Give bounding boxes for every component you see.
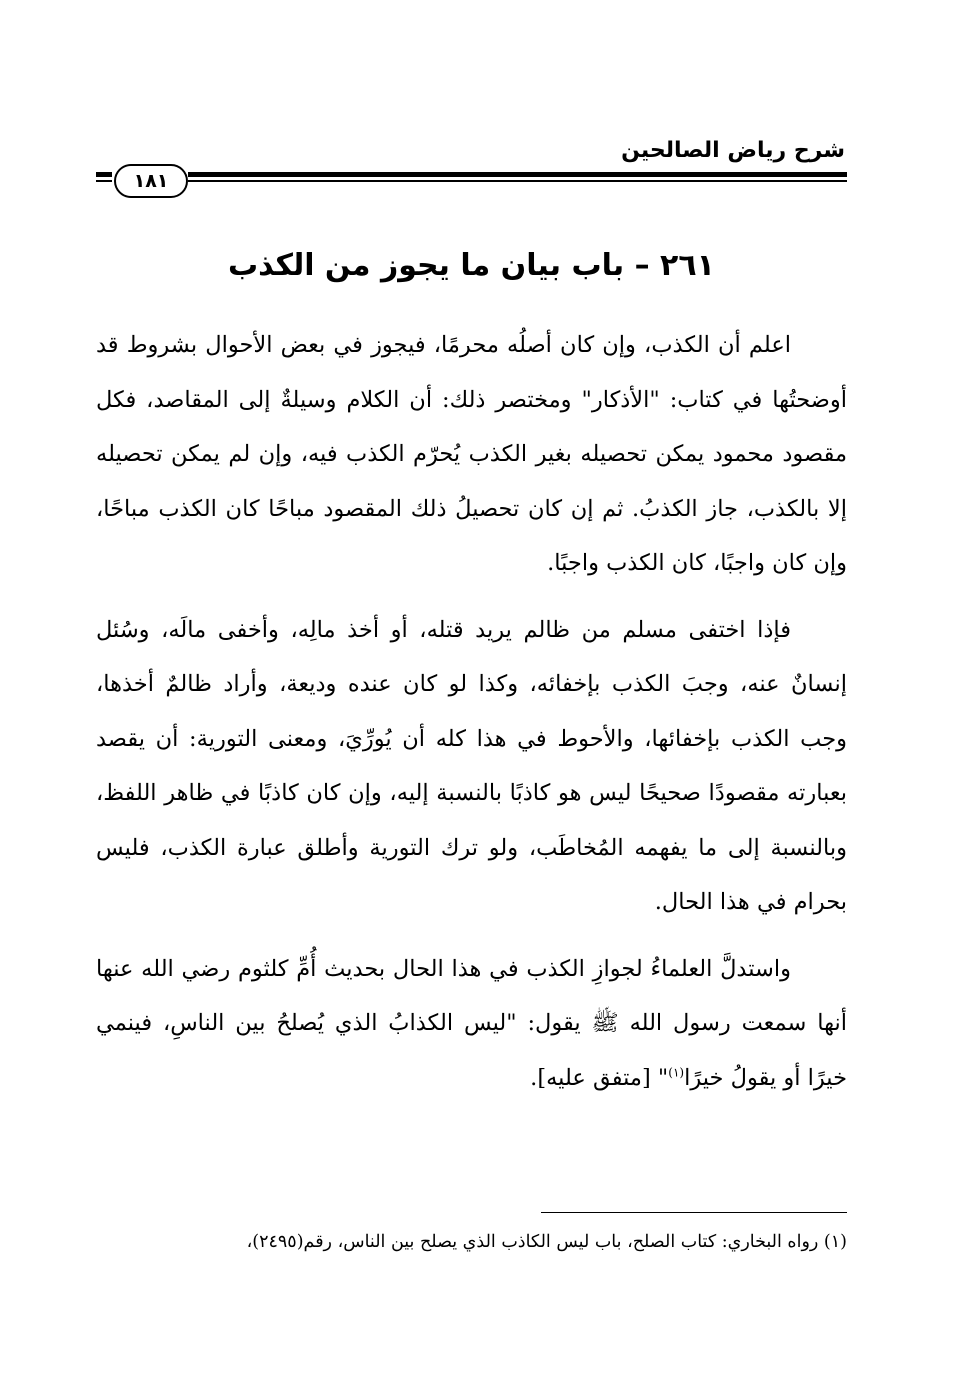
header-rule-thin (188, 180, 847, 182)
header-rule (96, 166, 847, 190)
header-rule-stub (96, 180, 112, 182)
paragraph-3-text: واستدلَّ العلماءُ لجوازِ الكذب في هذا الحال بحديث أُمِّ كلثوم رضي الله عنها أنها سمعت رسول الله ﷺ يقول: "ليس الكذابُ الذي يُصلحُ بين الناسِ، فينمي خيرًا أو يقولُ خيرًا (96, 955, 847, 1091)
footnote: (١) رواه البخاري: كتاب الصلح، باب ليس الكاذب الذي يصلح بين الناس، رقم(٢٤٩٥)، (246, 1232, 847, 1252)
header-rule-stub (96, 172, 112, 177)
body-text (96, 318, 847, 1117)
page-number: ١٨١ (114, 164, 188, 198)
header-rule-thick (188, 172, 847, 177)
paragraph-3-citation: " [متفق عليه]. (530, 1064, 669, 1091)
running-title: شرح رياض الصالحين (621, 138, 845, 163)
chapter-title: ٢٦١ – باب بيان ما يجوز من الكذب (228, 248, 715, 283)
paragraph-2: فإذا اختفى مسلم من ظالم يريد قتله، أو أخذ مالِه، وأخفى مالَه، وسُئل إنسانٌ عنه، وجبَ الكذب بإخفائه، وكذا لو كان عنده وديعة، وأراد ظالمٌ أخذها، وجب الكذب بإخفائها، والأحوط في هذا كله أن يُورِّيَ، ومعنى التورية: أن يقصد بعبارته مقصودًا صحيحًا ليس هو كاذبًا بالنسبة إليه، وإن كان كاذبًا في ظاهر اللفظ، وبالنسبة إلى ما يفهمه المُخاطَب، ولو ترك التورية وأطلق عبارة الكذب، فليس بحرام في هذا الحال. (96, 616, 847, 915)
paragraph-1: اعلم أن الكذب، وإن كان أصلُه محرمًا، فيجوز في بعض الأحوال بشروط قد أوضحتُها في كتاب: "الأذكار" ومختصر ذلك: أن الكلام وسيلةٌ إلى المقاصد، فكل مقصود محمود يمكن تحصيله بغير الكذب يُحرّم الكذب فيه، وإن لم يمكن تحصيله إلا بالكذب، جاز الكذبُ. ثم إن كان تحصيلُ ذلك المقصود مباحًا كان الكذب مباحًا، وإن كان واجبًا، كان الكذب واجبًا. (96, 332, 847, 576)
paragraph-3 (96, 942, 847, 1106)
footnote-separator (541, 1212, 847, 1213)
footnote-reference[interactable]: (١) (668, 1065, 685, 1079)
